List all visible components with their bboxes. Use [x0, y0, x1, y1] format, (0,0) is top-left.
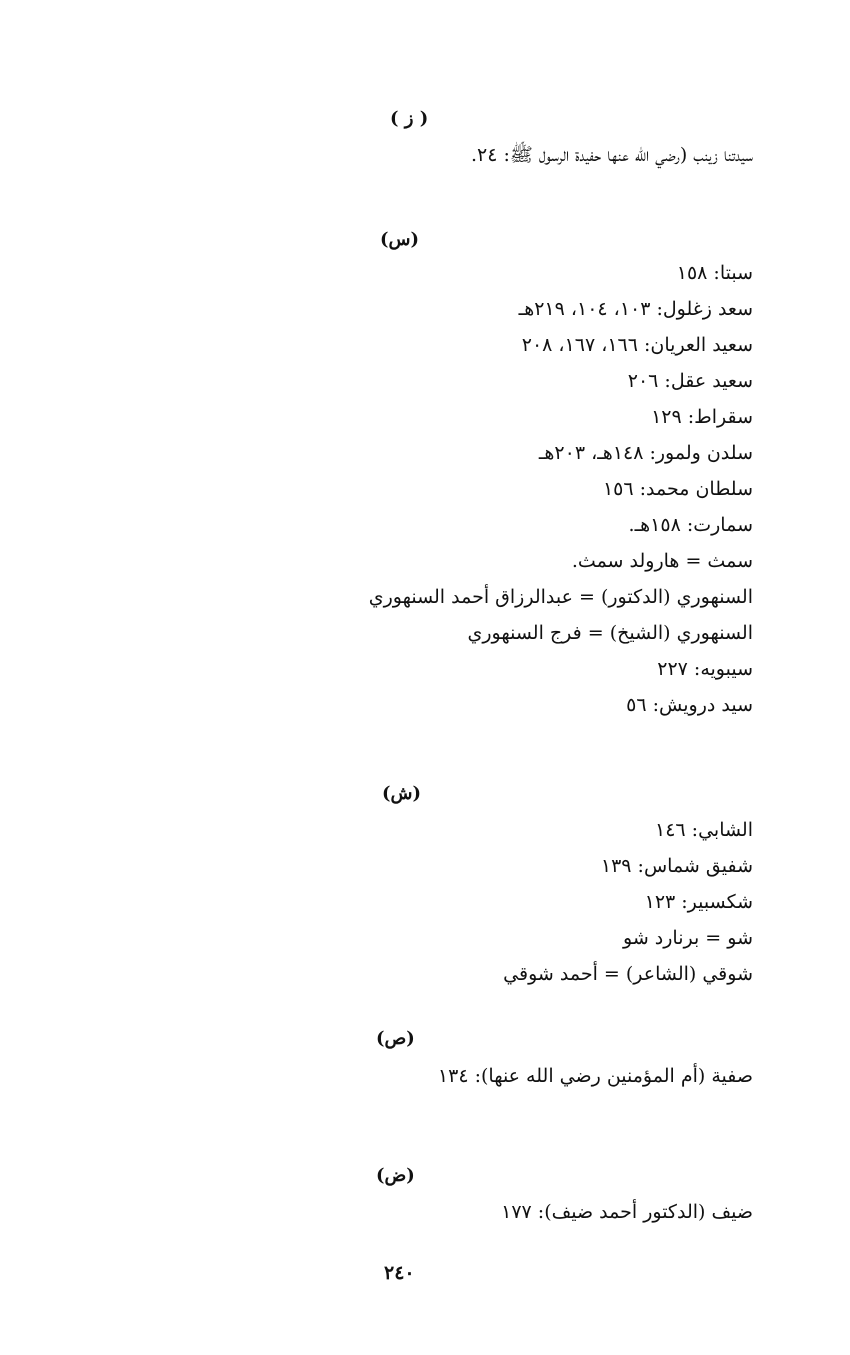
- section-header-dad: (ض): [376, 1165, 415, 1186]
- index-entry: سمث = هارولد سمث.: [571, 550, 753, 572]
- index-entry: ضيف (الدكتور أحمد ضيف): ١٧٧: [501, 1201, 753, 1223]
- index-entry: شفيق شماس: ١٣٩: [600, 855, 753, 877]
- index-entry: صفية (أم المؤمنين رضي الله عنها): ١٣٤: [437, 1065, 753, 1087]
- index-entry: سيد درويش: ٥٦: [626, 694, 753, 716]
- index-entry: شو = برنارد شو: [623, 927, 753, 949]
- section-header-sad: (ص): [376, 1028, 415, 1049]
- index-entry: سبتا: ١٥٨: [676, 262, 753, 284]
- index-entry: سعد زغلول: ١٠٣، ١٠٤، ٢١٩هـ: [518, 298, 753, 320]
- index-entry: السنهوري (الشيخ) = فرج السنهوري: [467, 622, 753, 644]
- index-entry: سلدن ولمور: ١٤٨هـ، ٢٠٣هـ: [538, 442, 753, 464]
- index-entry: شكسبير: ١٢٣: [644, 891, 753, 913]
- index-entry: سعيد العريان: ١٦٦، ١٦٧، ٢٠٨: [521, 334, 753, 356]
- page-number: ٢٤٠: [384, 1262, 415, 1284]
- index-entry: سقراط: ١٢٩: [651, 406, 753, 428]
- section-header-sheen: (ش): [382, 783, 422, 804]
- index-entry: السنهوري (الدكتور) = عبدالرزاق أحمد السنهوري: [368, 586, 753, 608]
- index-entry: الشابي: ١٤٦: [655, 819, 753, 841]
- section-header-zay: ( ز ): [390, 108, 429, 129]
- section-header-seen: (س): [380, 229, 420, 250]
- index-entry: سيبويه: ٢٢٧: [657, 658, 753, 680]
- index-entry: سمارت: ١٥٨هـ.: [628, 514, 753, 536]
- index-entry: شوقي (الشاعر) = أحمد شوقي: [503, 963, 753, 985]
- index-entry: سعيد عقل: ٢٠٦: [627, 370, 753, 392]
- index-entry: سلطان محمد: ١٥٦: [602, 478, 753, 500]
- index-entry: سيدتنا زينب (رضي الله عنها حفيدة الرسول ﷺ: ٢٤.: [470, 144, 753, 166]
